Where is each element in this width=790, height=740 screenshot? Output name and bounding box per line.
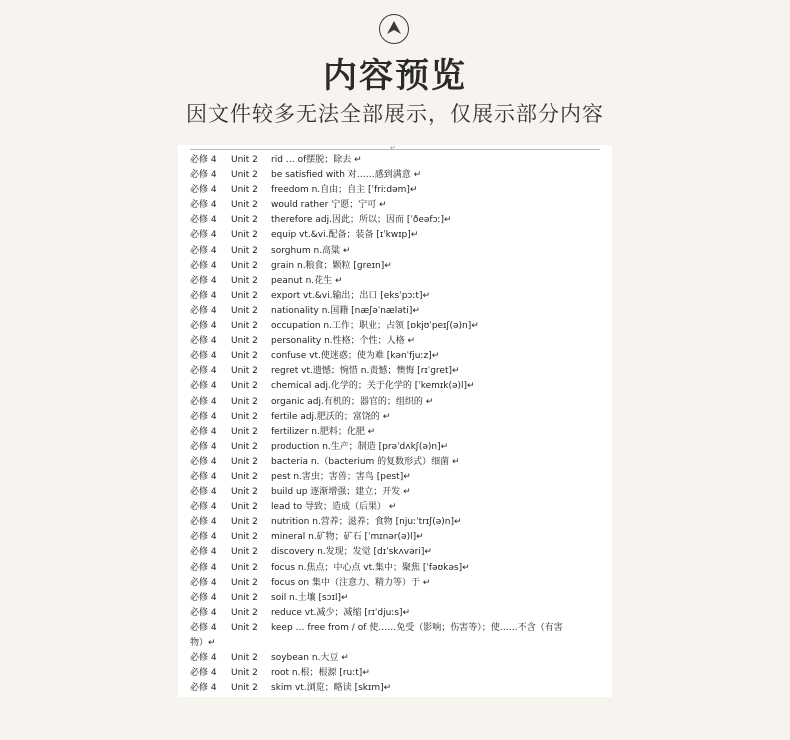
vocabulary-entry: freedom n.自由；自主 [ˈfriːdəm]↵ (271, 185, 418, 196)
list-item (190, 591, 600, 606)
vocabulary-entry: soybean n.大豆 ↵ (271, 652, 349, 663)
book-label: 必修 4 (190, 215, 217, 226)
book-label: 必修 4 (190, 351, 217, 362)
list-item (190, 274, 600, 289)
unit-label: Unit 2 (231, 607, 258, 618)
book-label: 必修 4 (190, 230, 217, 241)
unit-label: Unit 2 (231, 456, 258, 467)
vocabulary-entry: export vt.&vi.输出；出口 [eksˈpɔːt]↵ (271, 290, 430, 301)
unit-label: Unit 2 (231, 668, 258, 678)
book-label: 必修 4 (190, 683, 217, 694)
unit-label: Unit 2 (231, 230, 258, 241)
vocabulary-entry: therefore adj.因此；所以；因而 [ˈðeəfɔː]↵ (271, 215, 452, 226)
book-label: 必修 4 (190, 471, 217, 482)
vocabulary-entry: confuse vt.使迷惑；使为难 [kənˈfjuːz]↵ (271, 351, 440, 362)
paragraph-mark: ↵ (390, 144, 396, 152)
vocabulary-entry: regret vt.遗憾；惋惜 n.责憾；懊悔 [rɪˈɡret]↵ (271, 366, 460, 377)
book-label: 必修 4 (190, 607, 217, 618)
unit-label: Unit 2 (231, 336, 258, 347)
book-label: 必修 4 (190, 426, 217, 437)
vocabulary-entry: grain n.粮食；颗粒 [ɡreɪn]↵ (271, 260, 392, 271)
page-subtitle: 因文件较多无法全部展示，仅展示部分内容 (186, 102, 604, 126)
book-label: 必修 4 (190, 305, 217, 316)
vocabulary-entry: personality n.性格；个性；人格 ↵ (271, 336, 416, 347)
book-label: 必修 4 (190, 456, 217, 467)
vocabulary-entry: nationality n.国籍 [næʃəˈnæləti]↵ (271, 305, 420, 316)
unit-label: Unit 2 (231, 366, 258, 377)
list-item (190, 515, 600, 530)
list-item (190, 334, 600, 349)
book-label: 必修 4 (190, 622, 217, 633)
list-item (190, 319, 600, 334)
book-label: 必修 4 (190, 532, 217, 543)
list-item (190, 485, 600, 500)
vocabulary-entry: fertile adj.肥沃的；富饶的 ↵ (271, 411, 391, 422)
list-item (190, 561, 600, 576)
vocabulary-entry: nutrition n.营养；滋养；食物 [njuːˈtrɪʃ(ə)n]↵ (271, 517, 462, 528)
unit-label: Unit 2 (231, 547, 258, 558)
list-item (190, 198, 600, 213)
book-label: 必修 4 (190, 411, 217, 422)
vocabulary-entry: equip vt.&vi.配备；装备 [ɪˈkwɪp]↵ (271, 230, 419, 241)
unit-label: Unit 2 (231, 275, 258, 286)
unit-label: Unit 2 (231, 396, 258, 407)
book-label: 必修 4 (190, 396, 217, 407)
list-item (190, 259, 600, 274)
unit-label: Unit 2 (231, 532, 258, 543)
book-label: 必修 4 (190, 336, 217, 347)
list-item (190, 530, 600, 545)
vocabulary-entry: bacteria n.（bacterium 的复数形式）细菌 ↵ (271, 456, 460, 467)
list-item (190, 168, 600, 183)
unit-label: Unit 2 (231, 200, 258, 211)
list-item (190, 425, 600, 440)
list-item (190, 576, 600, 591)
book-label: 必修 4 (190, 155, 217, 165)
book-label: 必修 4 (190, 577, 217, 588)
unit-label: Unit 2 (231, 471, 258, 482)
book-label: 必修 4 (190, 487, 217, 498)
list-item (190, 153, 600, 168)
book-label: 必修 4 (190, 321, 217, 332)
vocabulary-entry: reduce vt.减少；减缩 [rɪˈdjuːs]↵ (271, 607, 411, 618)
chevron-up-circle-icon (379, 14, 409, 44)
unit-label: Unit 2 (231, 517, 258, 528)
vocabulary-entry: pest n.害虫；害兽；害鸟 [pest]↵ (271, 471, 411, 482)
list-item (190, 213, 600, 228)
unit-label: Unit 2 (231, 381, 258, 392)
book-label: 必修 4 (190, 260, 217, 271)
list-item (190, 651, 600, 666)
vocabulary-entry: lead to 导致；造成（后果） ↵ (271, 502, 397, 513)
unit-label: Unit 2 (231, 155, 258, 165)
book-label: 必修 4 (190, 517, 217, 528)
unit-label: Unit 2 (231, 170, 258, 181)
vocabulary-entry: discovery n.发现；发觉 [dɪˈskʌvəri]↵ (271, 547, 432, 558)
book-label: 必修 4 (190, 668, 217, 678)
list-item (190, 666, 600, 681)
unit-label: Unit 2 (231, 487, 258, 498)
unit-label: Unit 2 (231, 652, 258, 663)
list-item (190, 545, 600, 560)
list-item (190, 455, 600, 470)
unit-label: Unit 2 (231, 622, 258, 633)
unit-label: Unit 2 (231, 351, 258, 362)
vocabulary-entry: build up 逐渐增强；建立；开发 ↵ (271, 487, 411, 498)
book-label: 必修 4 (190, 275, 217, 286)
unit-label: Unit 2 (231, 683, 258, 694)
unit-label: Unit 2 (231, 215, 258, 226)
book-label: 必修 4 (190, 185, 217, 196)
unit-label: Unit 2 (231, 260, 258, 271)
unit-label: Unit 2 (231, 577, 258, 588)
vocabulary-entry: would rather 宁愿；宁可 ↵ (271, 200, 387, 211)
vocabulary-entry: chemical adj.化学的；关于化学的 [ˈkemɪk(ə)l]↵ (271, 381, 475, 392)
document-preview (178, 145, 612, 697)
vocabulary-entry: focus on 集中（注意力、精力等）于 ↵ (271, 577, 431, 588)
book-label: 必修 4 (190, 592, 217, 603)
book-label: 必修 4 (190, 652, 217, 663)
vocabulary-entry: root n.根；根源 [ruːt]↵ (271, 668, 370, 678)
vocabulary-entry: be satisfied with 对……感到满意 ↵ (271, 170, 422, 181)
list-item (190, 410, 600, 425)
vocabulary-entry: organic adj.有机的；器官的；组织的 ↵ (271, 396, 434, 407)
list-item (190, 364, 600, 379)
book-label: 必修 4 (190, 381, 217, 392)
vocabulary-entry: soil n.土壤 [sɔɪl]↵ (271, 592, 349, 603)
list-item (190, 681, 600, 696)
unit-label: Unit 2 (231, 321, 258, 332)
vocabulary-entry: focus n.焦点；中心点 vt.集中；聚焦 [ˈfəʊkəs]↵ (271, 562, 470, 573)
book-label: 必修 4 (190, 502, 217, 513)
vocabulary-entry: peanut n.花生 ↵ (271, 275, 343, 286)
unit-label: Unit 2 (231, 441, 258, 452)
vocabulary-entry: rid … of摆脱；除去 ↵ (271, 155, 362, 165)
page-title: 内容预览 (323, 56, 467, 96)
list-item (190, 289, 600, 304)
list-item (190, 395, 600, 410)
list-item (190, 470, 600, 485)
book-label: 必修 4 (190, 547, 217, 558)
unit-label: Unit 2 (231, 411, 258, 422)
unit-label: Unit 2 (231, 185, 258, 196)
list-item (190, 304, 600, 319)
vocabulary-entry-continuation: 物）↵ (190, 637, 216, 648)
unit-label: Unit 2 (231, 305, 258, 316)
book-label: 必修 4 (190, 366, 217, 377)
list-item (190, 349, 600, 364)
list-item (190, 606, 600, 621)
unit-label: Unit 2 (231, 592, 258, 603)
book-label: 必修 4 (190, 245, 217, 256)
vocabulary-entry: production n.生产；制造 [prəˈdʌkʃ(ə)n]↵ (271, 441, 449, 452)
vocabulary-entry: fertilizer n.肥料；化肥 ↵ (271, 426, 376, 437)
vocabulary-list (190, 153, 600, 696)
list-item (190, 440, 600, 455)
unit-label: Unit 2 (231, 502, 258, 513)
list-item (190, 621, 600, 651)
book-label: 必修 4 (190, 562, 217, 573)
list-item (190, 500, 600, 515)
book-label: 必修 4 (190, 170, 217, 181)
vocabulary-entry: mineral n.矿物；矿石 [ˈmɪnər(ə)l]↵ (271, 532, 424, 543)
list-item (190, 244, 600, 259)
list-item (190, 183, 600, 198)
vocabulary-entry: keep … free from / of 使……免受（影响；伤害等）；使……不含（有害 (271, 622, 563, 633)
unit-label: Unit 2 (231, 562, 258, 573)
book-label: 必修 4 (190, 200, 217, 211)
vocabulary-entry: skim vt.浏览；略读 [skɪm]↵ (271, 683, 392, 694)
list-item (190, 379, 600, 394)
vocabulary-entry: sorghum n.高粱 ↵ (271, 245, 351, 256)
unit-label: Unit 2 (231, 426, 258, 437)
unit-label: Unit 2 (231, 245, 258, 256)
book-label: 必修 4 (190, 290, 217, 301)
book-label: 必修 4 (190, 441, 217, 452)
unit-label: Unit 2 (231, 290, 258, 301)
list-item (190, 228, 600, 243)
vocabulary-entry: occupation n.工作；职业；占领 [ɒkjʊˈpeɪʃ(ə)n]↵ (271, 321, 479, 332)
